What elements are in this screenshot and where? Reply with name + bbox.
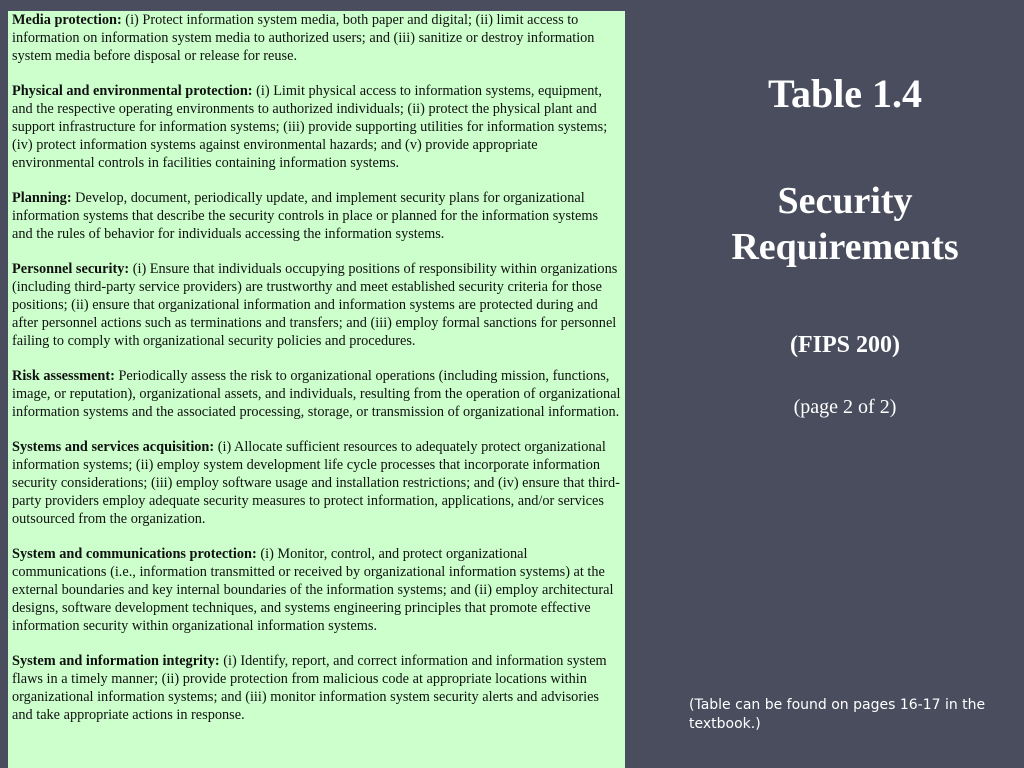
requirement-item: [12, 189, 621, 243]
requirement-text: Periodically assess the risk to organizational operations (including mission, functions, image, or reputation), organizational assets, and individuals, resulting from the operation of organizational information systems and the associated processing, storage, or transmission of organizational information.: [12, 368, 621, 420]
requirement-item: [12, 652, 621, 724]
requirement-term: System and communications protection:: [12, 546, 257, 562]
requirement-item: [12, 545, 621, 635]
requirement-text: (i) Ensure that individuals occupying positions of responsibility within organizations (including third-party service providers) are trustworthy and meet established security criteria for those positions; (ii) ensure that organizational information and information systems are protected during and after personnel actions such as terminations and transfers; and (iii) employ formal sanctions for personnel failing to comply with organizational security policies and procedures.: [12, 261, 618, 349]
requirement-item: [12, 11, 621, 65]
requirements-table: [8, 11, 625, 768]
requirement-text: (i) Allocate sufficient resources to adequately protect organizational information systems; (ii) employ system development life cycle processes that incorporate information security considerations; (iii) employ software usage and installation restrictions; and (iv) ensure that third-party providers employ adequate security measures to protect information, applications, and/or services outsourced from the organization.: [12, 439, 620, 527]
requirement-item: [12, 367, 621, 421]
slide-subtitle: Security Requirements: [731, 180, 959, 268]
requirement-text: (i) Limit physical access to information systems, equipment, and the respective operating environments to authorized individuals; (ii) protect the physical plant and support infrastructure for information systems; (iii) provide supporting utilities for information systems; (iv) protect information systems against environmental hazards; and (v) provide appropriate environmental controls in facilities containing information systems.: [12, 83, 608, 171]
requirement-text: (i) Monitor, control, and protect organizational communications (i.e., information transmitted or received by organizational information systems) at the external boundaries and key internal boundaries of the information systems; and (ii) employ architectural designs, software development techniques, and systems engineering principles that promote effective information security within organizational information systems.: [12, 546, 614, 634]
requirement-item: [12, 438, 621, 528]
requirement-text: (i) Protect information system media, both paper and digital; (ii) limit access to information on information system media to authorized users; and (iii) sanitize or destroy information system media before disposal or release for reuse.: [12, 12, 595, 64]
requirement-term: System and information integrity:: [12, 653, 220, 669]
requirement-text: Develop, document, periodically update, and implement security plans for organizational information systems that describe the security controls in place or planned for the information systems and the rules of behavior for individuals accessing the information systems.: [12, 190, 599, 242]
requirement-text: (i) Identify, report, and correct information and information system flaws in a timely manner; (ii) provide protection from malicious code at appropriate locations within organizational information systems; and (iii) monitor information system security alerts and advisories and take appropriate actions in response.: [12, 653, 607, 723]
slide-title: Table 1.4: [767, 71, 923, 116]
requirement-item: [12, 260, 621, 350]
requirement-term: Physical and environmental protection:: [12, 83, 253, 99]
textbook-note: (Table can be found on pages 16-17 in the textbook.): [689, 697, 986, 732]
requirement-term: Planning:: [12, 190, 72, 206]
requirement-term: Systems and services acquisition:: [12, 439, 215, 455]
source-label: (FIPS 200): [790, 332, 900, 358]
requirement-term: Media protection:: [12, 12, 122, 28]
requirement-item: [12, 82, 621, 172]
page-indicator: (page 2 of 2): [793, 396, 897, 418]
requirement-term: Personnel security:: [12, 261, 130, 277]
requirement-term: Risk assessment:: [12, 368, 115, 384]
